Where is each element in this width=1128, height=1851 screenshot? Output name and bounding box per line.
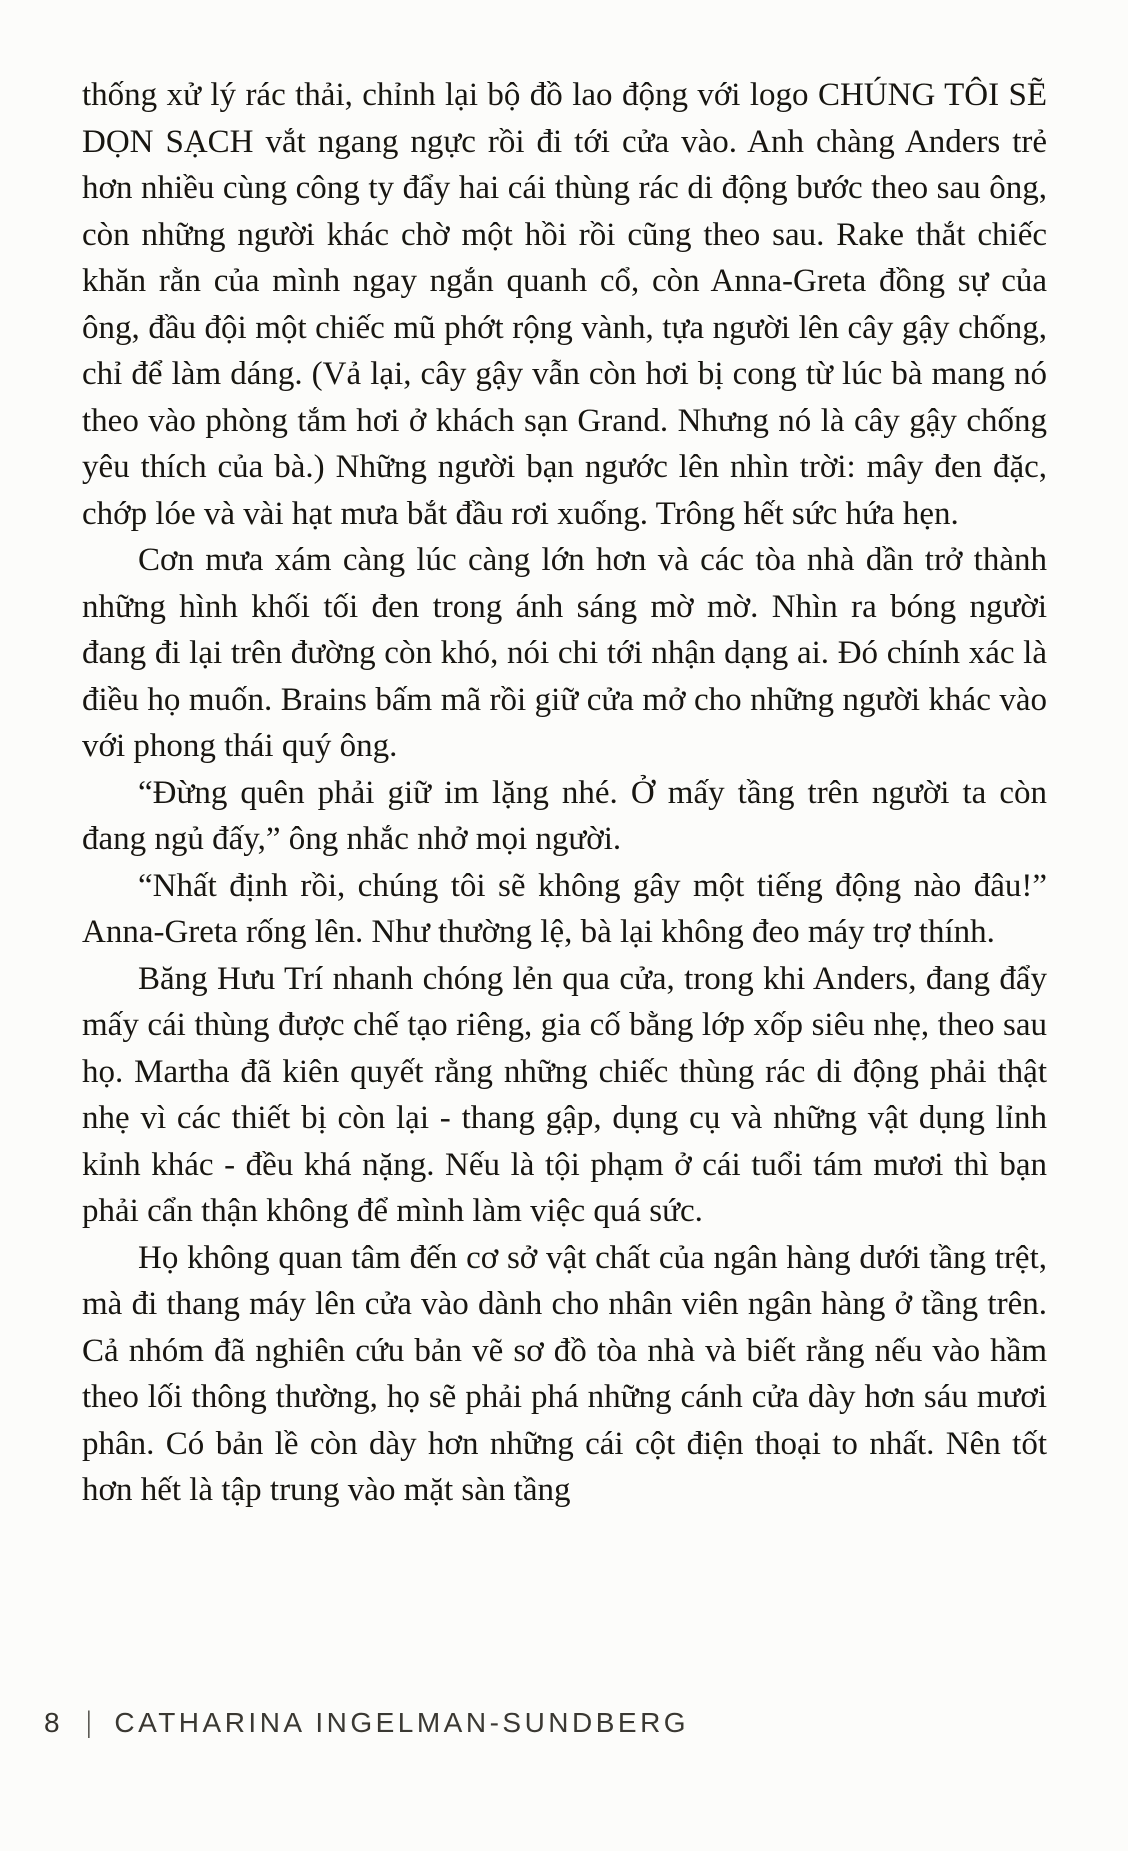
paragraph: Cơn mưa xám càng lúc càng lớn hơn và các tòa nhà dần trở thành những hình khối tối đen trong ánh sáng mờ mờ. Nhìn ra bóng người đang đi lại trên đường còn khó, nói chi tới nhận dạng ai. Đó chính xác là điều họ muốn. Brains bấm mã rồi giữ cửa mở cho những người khác vào với phong thái quý ông.: [82, 542, 1047, 764]
footer-separator: |: [86, 1706, 91, 1739]
page-number: 8: [44, 1707, 61, 1738]
paragraph: thống xử lý rác thải, chỉnh lại bộ đồ lao động với logo CHÚNG TÔI SẼ DỌN SẠCH vắt ngang ngực rồi đi tới cửa vào. Anh chàng Anders trẻ hơn nhiều cùng công ty đẩy hai cái thùng rác di động bước theo sau ông, còn những người khác chờ một hồi rồi cũng theo sau. Rake thắt chiếc khăn rằn của mình ngay ngắn quanh cổ, còn Anna-Greta đồng sự của ông, đầu đội một chiếc mũ phớt rộng vành, tựa người lên cây gậy chống, chỉ để làm dáng. (Vả lại, cây gậy vẫn còn hơi bị cong từ lúc bà mang nó theo vào phòng tắm hơi ở khách sạn Grand. Nhưng nó là cây gậy chống yêu thích của bà.) Những người bạn ngước lên nhìn trời: mây đen đặc, chớp lóe và vài hạt mưa bắt đầu rơi xuống. Trông hết sức hứa hẹn.: [82, 77, 1047, 532]
page-footer: [44, 1706, 689, 1740]
page-text: [82, 72, 1047, 1514]
paragraph: Băng Hưu Trí nhanh chóng lẻn qua cửa, trong khi Anders, đang đẩy mấy cái thùng được chế tạo riêng, gia cố bằng lớp xốp siêu nhẹ, theo sau họ. Martha đã kiên quyết rằng những chiếc thùng rác di động phải thật nhẹ vì các thiết bị còn lại - thang gập, dụng cụ và những vật dụng lỉnh kỉnh khác - đều khá nặng. Nếu là tội phạm ở cái tuổi tám mươi thì bạn phải cẩn thận không để mình làm việc quá sức.: [82, 960, 1047, 1229]
paragraph: Họ không quan tâm đến cơ sở vật chất của ngân hàng dưới tầng trệt, mà đi thang máy lên cửa vào dành cho nhân viên ngân hàng ở tầng trên. Cả nhóm đã nghiên cứu bản vẽ sơ đồ tòa nhà và biết rằng nếu vào hầm theo lối thông thường, họ sẽ phải phá những cánh cửa dày hơn sáu mươi phân. Có bản lề còn dày hơn những cái cột điện thoại to nhất. Nên tốt hơn hết là tập trung vào mặt sàn tầng: [82, 1239, 1047, 1508]
running-footer-author: CATHARINA INGELMAN-SUNDBERG: [114, 1707, 690, 1738]
paragraph: “Nhất định rồi, chúng tôi sẽ không gây một tiếng động nào đâu!” Anna-Greta rống lên. Như thường lệ, bà lại không đeo máy trợ thính.: [82, 867, 1047, 950]
paragraph: “Đừng quên phải giữ im lặng nhé. Ở mấy tầng trên người ta còn đang ngủ đấy,” ông nhắc nhở mọi người.: [82, 774, 1047, 857]
